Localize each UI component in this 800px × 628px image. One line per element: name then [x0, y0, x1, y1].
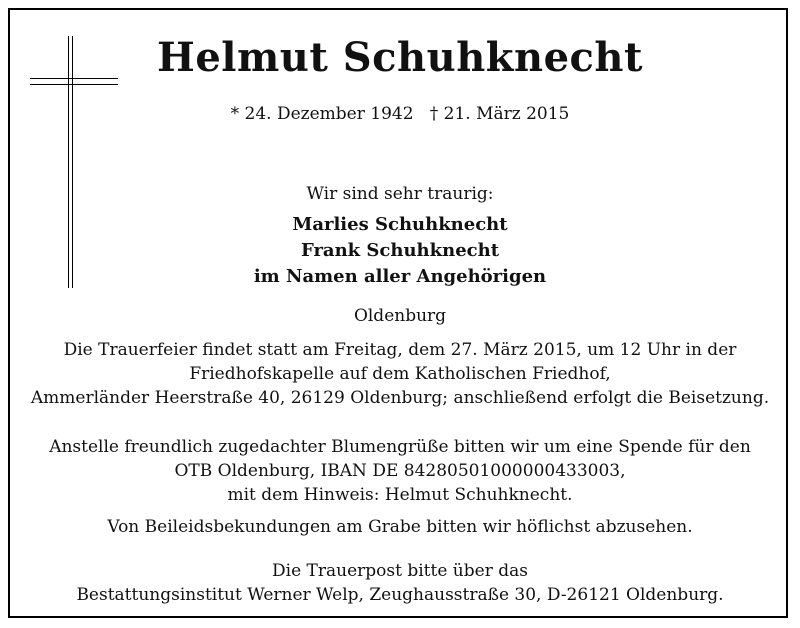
donation-line-2: OTB Oldenburg, IBAN DE 84280501000000433003, [174, 461, 626, 481]
life-dates: * 24. Dezember 1942 † 21. März 2015 [230, 104, 570, 124]
donation-line-3: mit dem Hinweis: Helmut Schuhknecht. [227, 485, 573, 505]
mail-line-1: Die Trauerpost bitte über das [272, 561, 528, 581]
mail-line-2: Bestattungsinstitut Werner Welp, Zeughausstraße 30, D-26121 Oldenburg. [76, 585, 724, 605]
funeral-line-1: Die Trauerfeier findet statt am Freitag, dem 27. März 2015, um 12 Uhr in der [63, 340, 737, 360]
funeral-line-2: Friedhofskapelle auf dem Katholischen Friedhof, [189, 364, 611, 384]
funeral-line-3: Ammerländer Heerstraße 40, 26129 Oldenburg; anschließend erfolgt die Beisetzung. [30, 388, 770, 408]
mourner-2: Frank Schuhknecht [300, 240, 500, 261]
place: Oldenburg [353, 306, 447, 326]
mourner-1: Marlies Schuhknecht [292, 214, 508, 235]
deceased-name: Helmut Schuhknecht [157, 34, 643, 81]
donation-line-1: Anstelle freundlich zugedachter Blumengrüße bitten wir um eine Spende für den [49, 437, 751, 457]
mourner-3: im Namen aller Angehörigen [253, 266, 547, 287]
intro-text: Wir sind sehr traurig: [306, 184, 494, 204]
condolence-note: Von Beileidsbekundungen am Grabe bitten wir höflichst abzusehen. [107, 517, 693, 537]
